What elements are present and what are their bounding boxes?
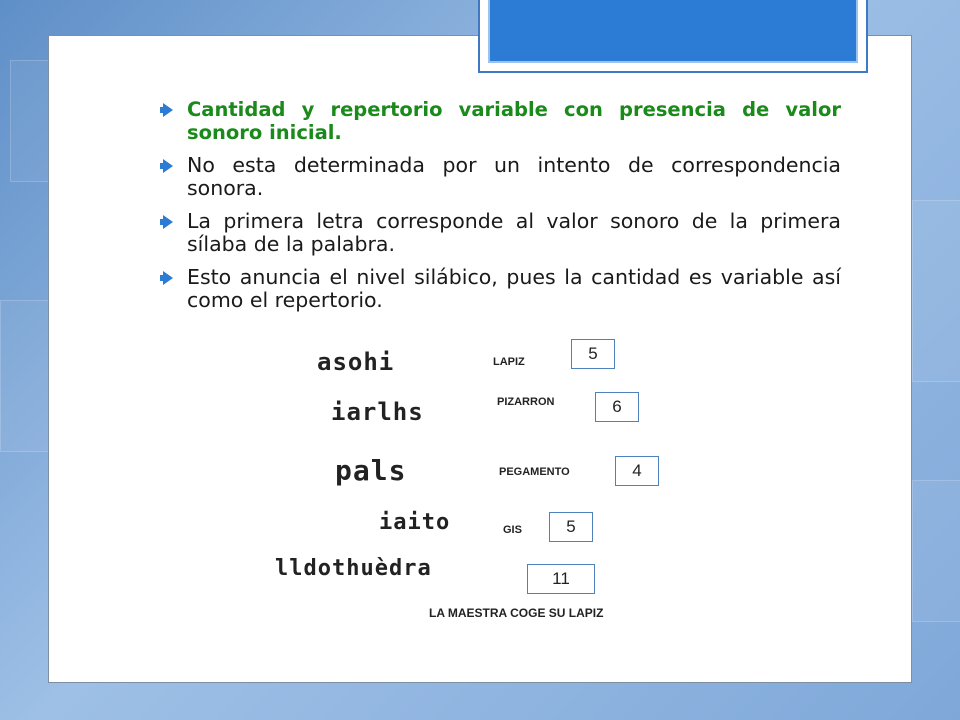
bullet-item	[161, 266, 841, 312]
letter-count-box: 4	[615, 456, 659, 486]
decorative-header-box	[478, 0, 868, 73]
arrow-bullet-icon	[163, 103, 173, 117]
bullet-text: La primera letra corresponde al valor sonoro de la primera sílaba de la palabra.	[187, 209, 841, 256]
letter-count-box: 5	[549, 512, 593, 542]
background-tile	[10, 60, 50, 182]
bullet-text: Cantidad y repertorio variable con presencia de valor sonoro inicial.	[187, 98, 841, 144]
letter-count-box: 11	[527, 564, 595, 594]
handwritten-sample: pals	[335, 454, 407, 487]
arrow-bullet-icon	[163, 215, 173, 229]
bullet-text: Esto anuncia el nivel silábico, pues la cantidad es variable así como el repertorio.	[187, 265, 841, 312]
handwritten-sample: asohi	[317, 348, 395, 376]
bullet-list	[161, 98, 841, 322]
handwritten-sample: iaito	[379, 510, 451, 535]
dictated-word: PIZARRON	[497, 396, 555, 408]
handwritten-sample: lldothuèdra	[275, 556, 432, 581]
arrow-bullet-icon	[163, 159, 173, 173]
handwritten-sample: iarlhs	[331, 398, 424, 426]
background-tile	[912, 480, 960, 622]
bullet-item	[161, 210, 841, 256]
slide-card	[48, 35, 912, 683]
dictated-word: GIS	[503, 524, 522, 536]
background-tile	[912, 200, 960, 382]
bullet-text: No esta determinada por un intento de correspondencia sonora.	[187, 153, 841, 200]
bullet-item	[161, 98, 841, 144]
dictated-word: LAPIZ	[493, 356, 525, 368]
letter-count-box: 5	[571, 339, 615, 369]
letter-count-box: 6	[595, 392, 639, 422]
decorative-header-fill	[488, 0, 858, 63]
bullet-item	[161, 154, 841, 200]
arrow-bullet-icon	[163, 271, 173, 285]
dictated-phrase: LA MAESTRA COGE SU LAPIZ	[429, 606, 604, 620]
background-tile	[0, 300, 50, 452]
dictated-word: PEGAMENTO	[499, 466, 570, 478]
